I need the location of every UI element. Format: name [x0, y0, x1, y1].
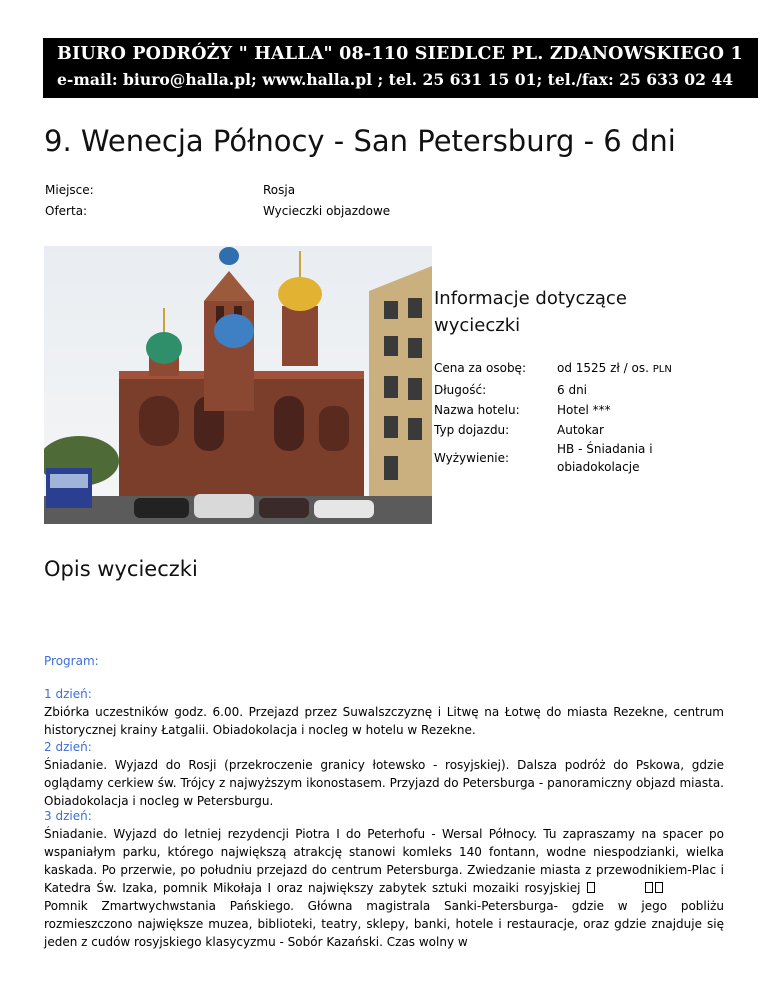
- price-amount: od 1525 zł / os.: [557, 361, 649, 375]
- missing-glyph-icon: [587, 882, 595, 893]
- church-photo: [44, 246, 432, 524]
- missing-glyph-icon: [645, 882, 653, 893]
- day1-label: 1 dzień:: [44, 687, 92, 701]
- price-currency: PLN: [652, 364, 672, 375]
- meta-label: Oferta:: [45, 204, 88, 218]
- description-heading: Opis wycieczki: [44, 557, 198, 581]
- day1-text: Zbiórka uczestników godz. 6.00. Przejazd przez Suwalszczyznę i Litwę na Łotwę do miasta Rezekne, centrum historycznej krainy Łatgalii. Obiadokolacja i nocleg w hotelu w Rezekne.: [44, 705, 724, 737]
- day3-text: [44, 825, 724, 951]
- agency-header-banner: [43, 38, 758, 98]
- trip-info-heading: Informacje dotyczące wycieczki: [434, 288, 627, 336]
- price-value: [557, 361, 672, 375]
- day3-label: 3 dzień:: [44, 809, 92, 823]
- transport-label: Typ dojazdu:: [434, 423, 510, 437]
- program-label: Program:: [44, 654, 99, 668]
- meta-value: Wycieczki objazdowe: [263, 204, 391, 218]
- page-title: 9. Wenecja Północy - San Petersburg - 6 dni: [44, 124, 676, 158]
- duration-value: 6 dni: [557, 383, 588, 397]
- meta-label: Miejsce:: [45, 183, 94, 197]
- day3-text-part1: Śniadanie. Wyjazd do letniej rezydencji Piotra I do Peterhofu - Wersal Północy. Tu zapraszamy na spacer po wspaniałym parku, którego największą atrakcję stanowi komleks 140 fontann, wodne niespodzianki, wielka kaskada. Po przerwie, po południu przejazd do centrum Petersburga. Zwiedzanie miasta z przewodnikiem-Plac i Katedra Św. Izaka, pomnik Mikołaja I oraz największy zabytek sztuki mozaiki rosyjskiej: [44, 827, 724, 895]
- meta-value: Rosja: [263, 183, 296, 197]
- transport-value: Autokar: [557, 423, 604, 437]
- day2-text: Śniadanie. Wyjazd do Rosji (przekroczenie granicy łotewsko - rosyjskiej). Dalsza podróż do Pskowa, gdzie oglądamy cerkiew św. Trójcy z najwyższym ikonostasem. Przyjazd do Petersburga - panoramiczny objazd miasta. Obiadokolacja i nocleg w Petersburgu.: [44, 758, 724, 808]
- board-label: Wyżywienie:: [434, 451, 510, 465]
- duration-label: Długość:: [434, 383, 487, 397]
- hotel-value: Hotel ***: [557, 403, 611, 417]
- agency-contact: e-mail: biuro@halla.pl; www.halla.pl ; tel. 25 631 15 01; tel./fax: 25 633 02 44: [57, 70, 734, 89]
- missing-glyph-icon: [655, 882, 663, 893]
- day3-text-part2: Pomnik Zmartwychwstania Pańskiego. Główna magistrala Sanki-Petersburga- gdzie w jego pobliżu rozmieszczono największe muzea, biblioteki, teatry, sklepy, banki, hotele i restauracje, oraz gdzie znajduje się jeden z cudów rosyjskiego klasycyzmu - Sobór Kazański. Czas wolny w: [44, 899, 724, 949]
- agency-address: BIURO PODRÓŻY " HALLA" 08-110 SIEDLCE PL. ZDANOWSKIEGO 1: [57, 44, 743, 64]
- day2-label: 2 dzień:: [44, 740, 92, 754]
- hotel-label: Nazwa hotelu:: [434, 403, 520, 417]
- price-label: Cena za osobę:: [434, 361, 526, 375]
- board-value: HB - Śniadania i obiadokolacje: [557, 442, 653, 474]
